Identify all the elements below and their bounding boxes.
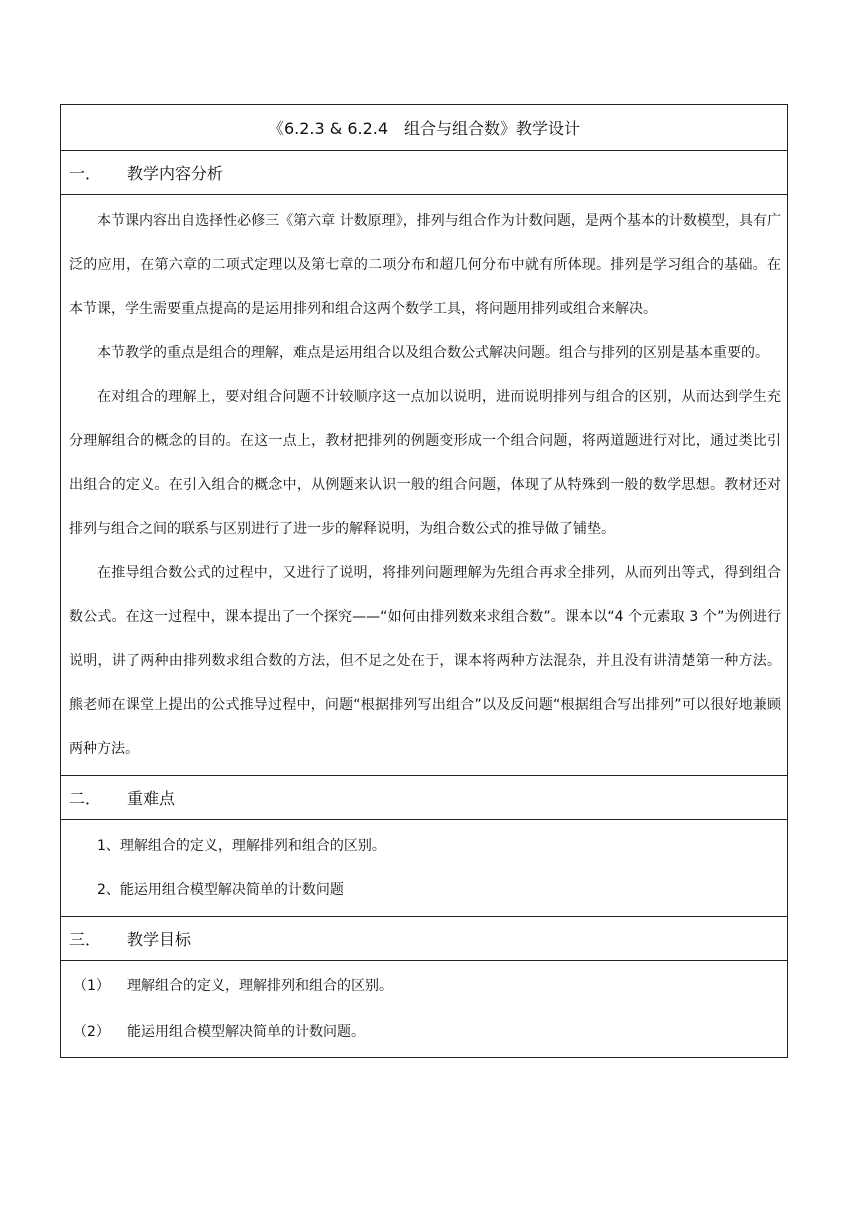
key-point-item: 2、能运用组合模型解决简单的计数问题 [97,882,344,898]
section-heading-teaching-goals [61,917,787,961]
paragraph: 在推导组合数公式的过程中，又进行了说明，将排列问题理解为先组合再求全排列，从而列出等式，得到组合数公式。在这一过程中，课本提出了一个探究——“如何由排列数来求组合数”。课本以“4 个元素取 3 个”为例进行说明，讲了两种由排列数求组合数的方法，但不足之处在于，课本将两种方法混杂，并且没有讲清楚第一种方法。熊老师在课堂上提出的公式推导过程中，问题“根据排列写出组合”以及反问题“根据组合写出排列”可以很好地兼顾两种方法。 [69,565,781,757]
section-heading-content-analysis [61,151,787,195]
paragraph: 本节课内容出自选择性必修三《第六章 计数原理》，排列与组合作为计数问题，是两个基本的计数模型，具有广泛的应用，在第六章的二项式定理以及第七章的二项分布和超几何分布中就有所体现。排列是学习组合的基础。在本节课，学生需要重点提高的是运用排列和组合这两个数学工具，将问题用排列或组合来解决。 [69,213,781,317]
key-point-item: 1、理解组合的定义，理解排列和组合的区别。 [97,838,386,854]
paragraph: 在对组合的理解上，要对组合问题不计较顺序这一点加以说明，进而说明排列与组合的区别，从而达到学生充分理解组合的概念的目的。在这一点上，教材把排列的例题变形成一个组合问题，将两道题进行对比，通过类比引出组合的定义。在引入组合的概念中，从例题来认识一般的组合问题，体现了从特殊到一般的数学思想。教材还对排列与组合之间的联系与区别进行了进一步的解释说明，为组合数公式的推导做了铺垫。 [69,389,781,537]
goal-item [69,963,779,1009]
content-analysis-body [61,195,787,776]
goal-number: （2） [73,1024,110,1040]
section-number: 二． [69,789,102,808]
section-title: 教学内容分析 [127,164,224,183]
teaching-goals-body [61,961,787,1057]
section-number: 三． [69,930,102,949]
goal-text: 能运用组合模型解决简单的计数问题。 [127,1024,365,1040]
document-title-text: 《6.2.3 & 6.2.4 组合与组合数》教学设计 [267,119,581,138]
goal-item [69,1009,779,1055]
goal-text: 理解组合的定义，理解排列和组合的区别。 [127,978,393,994]
section-number: 一． [69,164,102,183]
lesson-plan-table [60,104,788,1058]
key-points-body [61,820,787,917]
section-title: 教学目标 [127,930,192,949]
section-title: 重难点 [127,789,176,808]
goal-number: （1） [73,978,110,994]
paragraph: 本节教学的重点是组合的理解，难点是运用组合以及组合数公式解决问题。组合与排列的区别是基本重要的。 [97,345,769,361]
section-heading-key-points [61,776,787,820]
document-title [61,105,787,151]
